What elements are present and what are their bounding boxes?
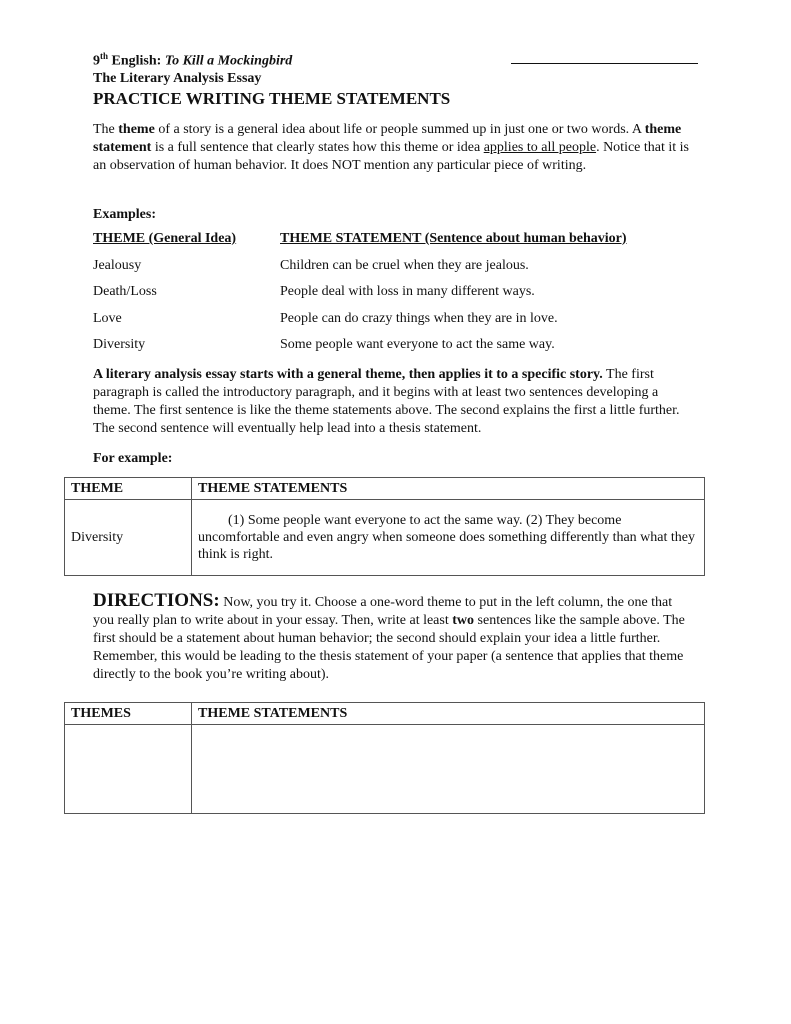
course-line (93, 48, 450, 70)
intro-underlined-text: applies to all people (483, 140, 597, 155)
directions-heading: DIRECTIONS: (93, 590, 220, 611)
example-theme: Love (93, 310, 122, 326)
document-subtitle: The Literary Analysis Essay (93, 70, 262, 86)
directions-paragraph (93, 592, 693, 684)
literary-bold-sentence: A literary analysis essay starts with a general theme, then applies it to a specific story. (93, 367, 603, 382)
example-row (93, 258, 693, 285)
sample-statement-cell: (1) Some people want everyone to act the same way. (2) They become uncomfortable and even angry when someone does something differently than what they think is right. (192, 500, 705, 576)
example-row (93, 284, 693, 311)
statements-column-header: THEME STATEMENTS (192, 478, 705, 500)
example-statement: People can do crazy things when they are in love. (280, 310, 558, 326)
literary-text: The first paragraph is called the introductory paragraph, and it begins with at least two sentences developing a theme. The first sentence is like the theme statements above. The second explains the first a little further. The second sentence will eventually help lead into a thesis statement. (93, 367, 680, 436)
examples-table (93, 231, 693, 364)
directions-text: Now, you try it. Choose a one-word theme to put in the left column, the one that you really plan to write about in your essay. Then, write at least (93, 595, 673, 628)
practice-theme-table (64, 702, 705, 814)
directions-text: sentences like the sample above. The first should be a statement about human behavior; the second should explain your idea a little further. Remember, this would be leading to the thesis statement of your paper (a sentence that applies that theme directly to the book you’re writing about). (93, 613, 685, 682)
intro-bold-theme: theme (118, 122, 155, 137)
theme-column-header: THEME (65, 478, 192, 500)
examples-col1-header: THEME (General Idea) (93, 231, 237, 246)
intro-bold-theme-statement: theme statement (93, 122, 682, 155)
example-theme: Jealousy (93, 257, 142, 273)
examples-header-row (93, 231, 693, 258)
directions-bold-two: two (452, 613, 475, 628)
example-theme: Death/Loss (93, 284, 157, 299)
name-blank-line[interactable] (511, 63, 698, 64)
table-row (65, 725, 705, 814)
intro-text: of a story is a general idea about life or people summed up in just one or two words. A (154, 122, 645, 137)
sample-theme-table (64, 477, 705, 576)
example-row (93, 337, 693, 364)
book-title: To Kill a Mockingbird (164, 53, 293, 69)
table-header-row (65, 703, 705, 725)
example-statement: Some people want everyone to act the same way. (280, 337, 555, 352)
grade-number: 9 (93, 53, 100, 69)
page-title: PRACTICE WRITING THEME STATEMENTS (93, 88, 451, 108)
example-theme: Diversity (93, 337, 146, 352)
statement-entry-cell[interactable] (192, 725, 705, 814)
examples-label: Examples: (93, 207, 156, 222)
table-row (65, 500, 705, 576)
intro-text: is a full sentence that clearly states how this theme or idea (151, 140, 484, 155)
statements-column-header: THEME STATEMENTS (192, 703, 705, 725)
course-name: English: (108, 53, 165, 69)
examples-col2-header: THEME STATEMENT (Sentence about human behavior) (280, 231, 627, 246)
sample-theme-cell: Diversity (65, 500, 192, 576)
for-example-label: For example: (93, 451, 173, 466)
theme-entry-cell[interactable] (65, 725, 192, 814)
example-row (93, 311, 693, 338)
themes-column-header: THEMES (65, 703, 192, 725)
document-header (93, 48, 450, 110)
intro-text: . Notice that it is an observation of human behavior. It does NOT mention any particular piece of writing. (93, 140, 689, 173)
grade-suffix: th (100, 51, 109, 61)
example-statement: People deal with loss in many different ways. (280, 284, 535, 299)
literary-analysis-paragraph (93, 366, 693, 438)
table-header-row (65, 478, 705, 500)
intro-paragraph (93, 121, 693, 175)
intro-text: The (93, 122, 119, 137)
example-statement: Children can be cruel when they are jealous. (280, 257, 529, 273)
